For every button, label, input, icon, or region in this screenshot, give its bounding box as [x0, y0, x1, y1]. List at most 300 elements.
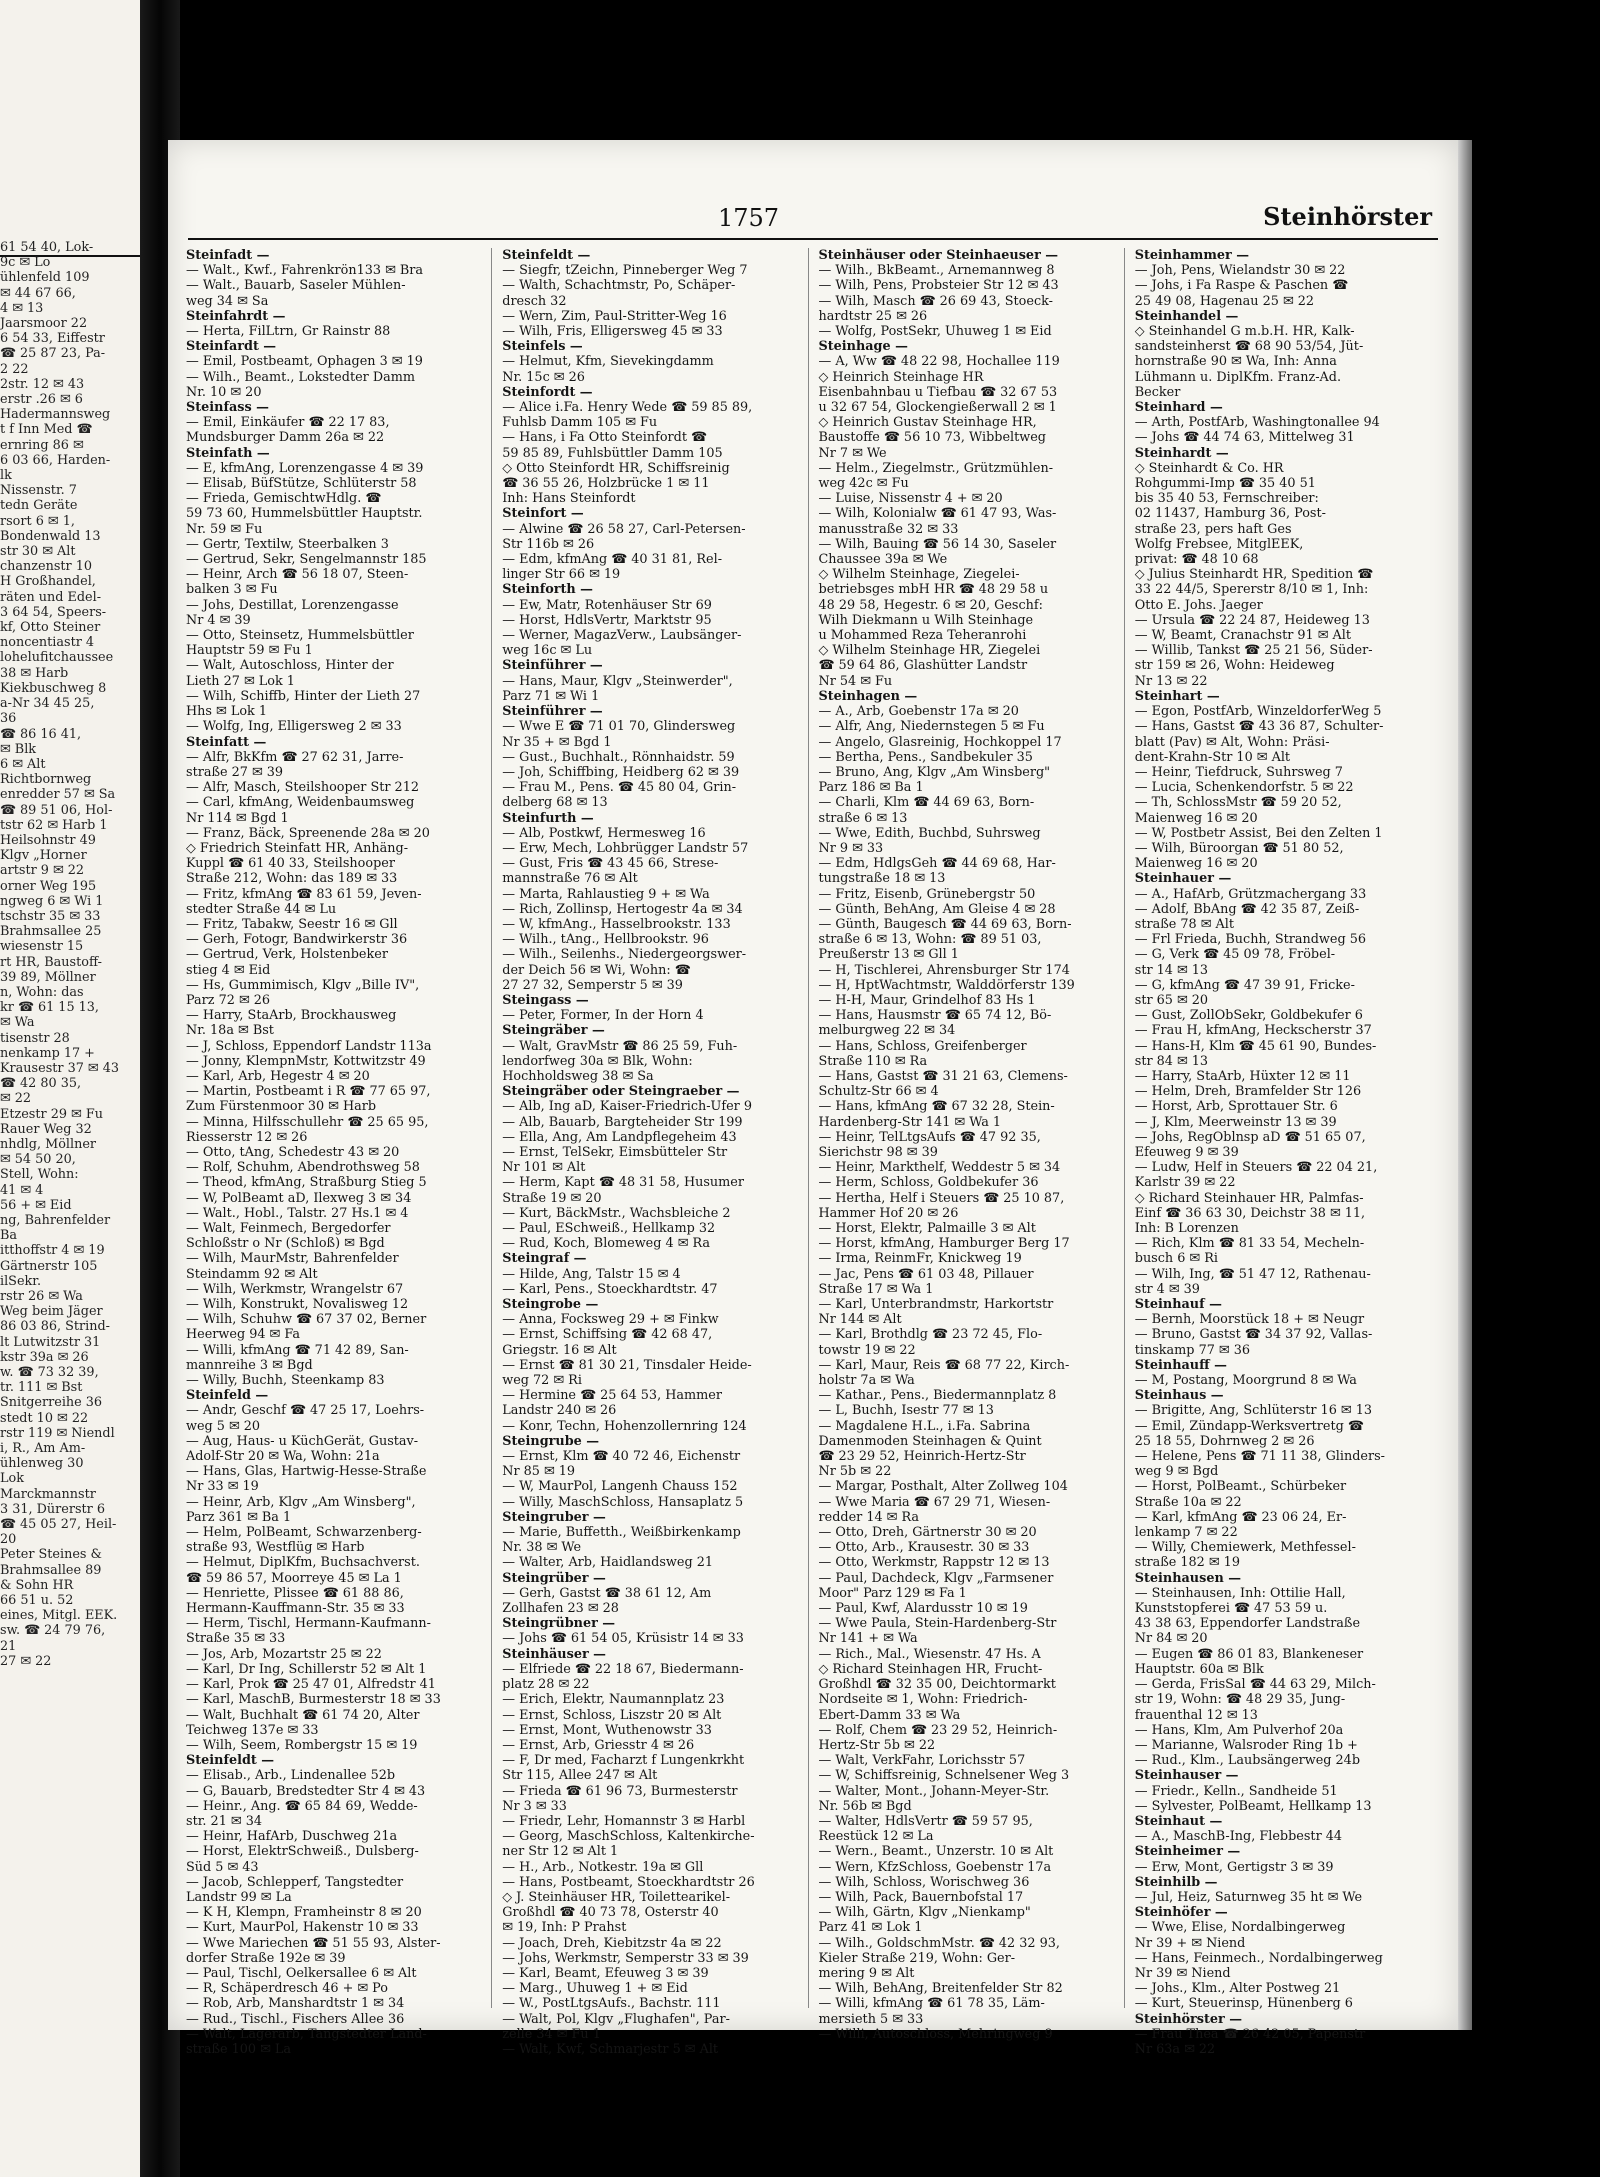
- left-page-line: Krausestr 37 ✉ 43: [0, 1060, 120, 1076]
- directory-entry-line: — Walt, GravMstr ☎ 86 25 59, Fuh-: [502, 1038, 738, 1054]
- directory-entry-line: ✉ 19, Inh: P Prahst: [502, 1920, 627, 1936]
- directory-entry-line: delberg 68 ✉ 13: [502, 795, 608, 811]
- directory-entry-line: 25 18 55, Dohrnweg 2 ✉ 26: [1134, 1433, 1315, 1449]
- left-page-text: [0, 240, 150, 1669]
- directory-entry-line: — Wilh., GoldschmMstr. ☎ 42 32 93,: [818, 1935, 1060, 1951]
- directory-entry-line: straße 78 ✉ Alt: [1134, 916, 1235, 932]
- left-page-line: ✉ 44 67 66,: [0, 285, 76, 301]
- directory-entry-line: Nr 33 ✉ 19: [186, 1479, 259, 1495]
- directory-entry-line: — Th, SchlossMstr ☎ 59 20 52,: [1134, 795, 1342, 811]
- directory-entry-line: — Gerda, FrisSal ☎ 44 63 29, Milch-: [1134, 1677, 1376, 1693]
- directory-entry-line: — Hans, kfmAng ☎ 67 32 28, Stein-: [818, 1099, 1055, 1115]
- directory-entry-line: Nr 84 ✉ 20: [1134, 1631, 1208, 1647]
- directory-entry-line: — Otto, Arb., Krausestr. 30 ✉ 33: [818, 1540, 1030, 1556]
- directory-entry-line: balken 3 ✉ Fu: [186, 582, 278, 598]
- directory-entry-line: — Heinr, Arb, Klgv „Am Winsberg",: [186, 1494, 416, 1510]
- directory-entry-line: Steingrüber —: [502, 1570, 606, 1586]
- left-page-line: 2 22: [0, 361, 29, 377]
- directory-entry-line: — H, HptWachtmstr, Walddörferstr 139: [818, 977, 1075, 993]
- directory-entry-line: — Carl, kfmAng, Weidenbaumsweg: [186, 795, 415, 811]
- directory-entry-line: ◇ Heinrich Gustav Steinhage HR,: [818, 415, 1037, 431]
- directory-entry-line: straße 6 ✉ 13, Wohn: ☎ 89 51 03,: [818, 932, 1042, 948]
- directory-entry-line: Straße 19 ✉ 20: [502, 1190, 602, 1206]
- directory-entry-line: — Wilh, Büroorgan ☎ 51 80 52,: [1134, 840, 1344, 856]
- left-page-line: tschstr 35 ✉ 33: [0, 908, 101, 924]
- directory-entry-line: Zum Fürstenmoor 30 ✉ Harb: [186, 1099, 377, 1115]
- directory-entry-line: Einf ☎ 36 63 30, Deichstr 38 ✉ 11,: [1134, 1205, 1366, 1221]
- directory-entry-line: — Rob, Arb, Manshardtstr 1 ✉ 34: [186, 1996, 405, 2012]
- left-page-line: Brahmsallee 25: [0, 924, 102, 940]
- directory-entry-line: Steingass —: [502, 992, 589, 1008]
- directory-entry-line: mannreihe 3 ✉ Bgd: [186, 1357, 313, 1373]
- directory-entry-line: — K H, Klempn, Framheinstr 8 ✉ 20: [186, 1905, 422, 1921]
- directory-entry-line: — Karl, Unterbrandmstr, Harkortstr: [818, 1297, 1054, 1313]
- directory-entry-line: — W, Beamt, Cranachstr 91 ✉ Alt: [1134, 628, 1352, 644]
- directory-entry-line: — Helm, PolBeamt, Schwarzenberg-: [186, 1525, 422, 1541]
- directory-entry-line: — Wilh, Masch ☎ 26 69 43, Stoeck-: [818, 293, 1053, 309]
- left-page-line: 4 ✉ 13: [0, 300, 44, 316]
- directory-entry-line: — A., Arb, Goebenstr 17a ✉ 20: [818, 704, 1019, 720]
- directory-entry-line: — Wilh, Fris, Elligersweg 45 ✉ 33: [502, 324, 723, 340]
- directory-entry-line: Nr 5b ✉ 22: [818, 1464, 892, 1480]
- directory-entry-line: Steinheimer —: [1134, 1844, 1241, 1860]
- directory-entry-line: — Gerh, Fotogr, Bandwirkerstr 36: [186, 932, 408, 948]
- directory-entry-line: — Jonny, KlempnMstr, Kottwitzstr 49: [186, 1053, 426, 1069]
- directory-entry-line: — Ella, Ang, Am Landpflegeheim 43: [502, 1129, 737, 1145]
- directory-entry-line: — W, kfmAng., Hasselbrookstr. 133: [502, 916, 731, 932]
- directory-entry-line: — Johs, Destillat, Lorenzengasse: [186, 597, 399, 613]
- directory-entry-line: — Wilh, Bauing ☎ 56 14 30, Saseler: [818, 536, 1057, 552]
- left-page-line: noncentiastr 4: [0, 635, 95, 651]
- directory-entry-line: — Gertrud, Sekr, Sengelmannstr 185: [186, 552, 427, 568]
- left-page-line: 20: [0, 1532, 17, 1548]
- directory-entry-line: — Friedr., Kelln., Sandheide 51: [1134, 1783, 1338, 1799]
- directory-entry-line: — Alice i.Fa. Henry Wede ☎ 59 85 89,: [502, 400, 753, 416]
- directory-entry-line: Nr 39 + ✉ Niend: [1134, 1935, 1246, 1951]
- directory-entry-line: — Egon, PostfArb, WinzeldorferWeg 5: [1134, 704, 1382, 720]
- directory-entry-line: Steinhammer —: [1134, 248, 1250, 263]
- left-page-line: Bondenwald 13: [0, 528, 101, 544]
- directory-entry-line: — Otto, Dreh, Gärtnerstr 30 ✉ 20: [818, 1525, 1037, 1541]
- directory-entry-line: — Helm., Ziegelmstr., Grützmühlen-: [818, 460, 1054, 476]
- directory-entry-line: Teichweg 137e ✉ 33: [186, 1722, 319, 1738]
- directory-entry-line: — G, kfmAng ☎ 47 39 91, Fricke-: [1134, 977, 1355, 993]
- directory-entry-line: — Marie, Buffetth., Weißbirkenkamp: [502, 1525, 741, 1541]
- directory-entry-line: Adolf-Str 20 ✉ Wa, Wohn: 21a: [186, 1449, 380, 1465]
- directory-entry-line: — Edm, HdlgsGeh ☎ 44 69 68, Har-: [818, 856, 1056, 872]
- directory-entry-line: — Ernst, Klm ☎ 40 72 46, Eichenstr: [502, 1449, 741, 1465]
- directory-entry-line: — Wilh., Beamt., Lokstedter Damm: [186, 369, 416, 385]
- directory-entry-line: — Margar, Posthalt, Alter Zollweg 104: [818, 1479, 1068, 1495]
- directory-entry-line: Steingräber —: [502, 1023, 605, 1039]
- left-page-line: Jaarsmoor 22: [0, 316, 88, 332]
- directory-entry-line: Nr 4 ✉ 39: [186, 612, 251, 628]
- directory-entry-line: — Helene, Pens ☎ 71 11 38, Glinders-: [1134, 1449, 1386, 1465]
- left-page-line: ng, Bahrenfelder: [0, 1213, 111, 1228]
- directory-entry-line: — Charli, Klm ☎ 44 69 63, Born-: [818, 795, 1035, 811]
- running-head: Steinhörster: [1263, 202, 1432, 231]
- directory-entry-line: — Wilh, Seem, Rombergstr 15 ✉ 19: [186, 1737, 418, 1753]
- left-page-line: Etzestr 29 ✉ Fu: [0, 1106, 103, 1122]
- directory-entry-line: mannstraße 76 ✉ Alt: [502, 871, 638, 887]
- directory-entry-line: Steinhardt —: [1134, 445, 1229, 461]
- directory-entry-line: — Alb, Postkwf, Hermesweg 16: [502, 825, 706, 841]
- directory-entry-line: — Wwe, Elise, Nordalbingerweg: [1134, 1920, 1346, 1936]
- directory-entry-line: — Ew, Matr, Rotenhäuser Str 69: [502, 597, 712, 613]
- directory-entry-line: melburgweg 22 ✉ 34: [818, 1023, 956, 1039]
- directory-entry-line: Steinhagen —: [818, 688, 918, 704]
- left-page-line: H Großhandel,: [0, 574, 96, 590]
- left-page-line: 27 ✉ 22: [0, 1653, 52, 1669]
- directory-entry-line: holstr 7a ✉ Wa: [818, 1373, 915, 1389]
- directory-entry-line: tinskamp 77 ✉ 36: [1134, 1342, 1250, 1358]
- directory-entry-line: Maienweg 16 ✉ 20: [1134, 856, 1258, 872]
- directory-entry-line: — Franz, Bäck, Spreenende 28a ✉ 20: [186, 825, 430, 841]
- directory-entry-line: Damenmoden Steinhagen & Quint: [818, 1433, 1042, 1449]
- left-page-line: chanzenstr 10: [0, 559, 93, 575]
- directory-entry-line: — Gerh, Gastst ☎ 38 61 12, Am: [502, 1585, 712, 1601]
- directory-entry-line: — Karl, Beamt, Efeuweg 3 ✉ 39: [502, 1965, 709, 1981]
- directory-entry-line: — Wilh., Seilenhs., Niedergeorgswer-: [502, 947, 747, 963]
- directory-entry-line: — Arth, PostfArb, Washingtonallee 94: [1134, 415, 1380, 431]
- directory-entry-line: — F, Dr med, Facharzt f Lungenkrkht: [502, 1753, 745, 1769]
- directory-entry-line: Lühmann u. DiplKfm. Franz-Ad.: [1134, 369, 1342, 385]
- directory-entry-line: — Werner, MagazVerw., Laubsänger-: [502, 628, 742, 644]
- directory-entry-line: blatt (Pav) ✉ Alt, Wohn: Präsi-: [1134, 734, 1330, 750]
- directory-entry-line: Nr 63a ✉ 22: [1134, 2041, 1216, 2057]
- directory-entry-line: Nr 3 ✉ 33: [502, 1798, 567, 1814]
- directory-entry-line: ◇ Steinhardt & Co. HR: [1134, 460, 1284, 476]
- directory-columns: [186, 248, 1440, 2057]
- directory-entry-line: — Horst, Elektr, Palmaille 3 ✉ Alt: [818, 1221, 1036, 1236]
- directory-entry-line: towstr 19 ✉ 22: [818, 1342, 916, 1358]
- left-page-line: tr. 111 ✉ Bst: [0, 1380, 83, 1396]
- directory-entry-line: — Heinr, Markthelf, Weddestr 5 ✉ 34: [818, 1160, 1061, 1176]
- directory-entry-line: — J, Schloss, Eppendorf Landstr 113a: [186, 1038, 432, 1054]
- directory-entry-line: — Hans, Feinmech., Nordalbingerweg: [1134, 1950, 1383, 1966]
- directory-entry-line: Becker: [1134, 384, 1181, 400]
- left-page-line: ☎ 42 80 35,: [0, 1076, 82, 1092]
- directory-entry-line: — Herm, Kapt ☎ 48 31 58, Husumer: [502, 1175, 744, 1191]
- directory-entry-line: str 4 ✉ 39: [1134, 1281, 1200, 1297]
- directory-entry-line: str 14 ✉ 13: [1134, 962, 1209, 978]
- left-page-line: Hadermannsweg: [0, 407, 111, 423]
- directory-entry-line: — Paul, Dachdeck, Klgv „Farmsener: [818, 1570, 1054, 1586]
- directory-entry-line: — Rud, Koch, Blomeweg 4 ✉ Ra: [502, 1236, 711, 1252]
- directory-entry-line: Straße 35 ✉ 33: [186, 1631, 286, 1647]
- directory-entry-line: Nr 39 ✉ Niend: [1134, 1965, 1231, 1981]
- left-page-line: 66 51 u. 52: [0, 1593, 74, 1609]
- directory-entry-line: — Heinr, TelLtgsAufs ☎ 47 92 35,: [818, 1129, 1041, 1145]
- directory-entry-line: — W, PolBeamt aD, Ilexweg 3 ✉ 34: [186, 1190, 412, 1206]
- directory-entry-line: ◇ J. Steinhäuser HR, Toilettearikel-: [502, 1889, 731, 1905]
- directory-entry-line: — Otto, Steinsetz, Hummelsbüttler: [186, 628, 414, 644]
- directory-entry-line: — J, Klm, Meerweinstr 13 ✉ 39: [1134, 1114, 1337, 1130]
- directory-entry-line: dorfer Straße 192e ✉ 39: [186, 1950, 346, 1966]
- directory-entry-line: Steinhage —: [818, 339, 908, 355]
- directory-entry-line: — Hans, Klm, Am Pulverhof 20a: [1134, 1722, 1344, 1738]
- directory-entry-line: — Gust, Fris ☎ 43 45 66, Strese-: [502, 856, 719, 872]
- directory-entry-line: Steindamm 92 ✉ Alt: [186, 1266, 318, 1282]
- directory-entry-line: — Wilh, Werkmstr, Wrangelstr 67: [186, 1281, 404, 1297]
- directory-entry-line: — Joh, Pens, Wielandstr 30 ✉ 22: [1134, 263, 1346, 279]
- directory-entry-line: Mundsburger Damm 26a ✉ 22: [186, 430, 385, 446]
- left-page-line: Kiekbuschweg 8: [0, 680, 107, 696]
- left-page-line: w. ☎ 73 32 39,: [0, 1365, 99, 1381]
- directory-entry-line: — H, Tischlerei, Ahrensburger Str 174: [818, 962, 1070, 978]
- directory-entry-line: ner Str 12 ✉ Alt 1: [502, 1844, 619, 1860]
- directory-entry-line: Wilh Diekmann u Wilh Steinhage: [818, 612, 1034, 628]
- directory-entry-line: Steinfeldt —: [186, 1753, 275, 1769]
- directory-entry-line: Steinfatt —: [186, 734, 267, 750]
- directory-entry-line: — Willi, kfmAng ☎ 71 42 89, San-: [186, 1342, 409, 1358]
- directory-entry-line: — Wilh, Schiffb, Hinter der Lieth 27: [186, 688, 421, 704]
- directory-entry-line: — Georg, MaschSchloss, Kaltenkirche-: [502, 1829, 755, 1845]
- directory-entry-line: — Marta, Rahlaustieg 9 + ✉ Wa: [502, 886, 710, 902]
- directory-entry-line: Steinhäuser oder Steinhaeuser —: [818, 248, 1059, 263]
- directory-entry-line: Steinhard —: [1134, 400, 1223, 416]
- directory-entry-line: Steinfardt —: [186, 339, 277, 355]
- directory-entry-line: Reestück 12 ✉ La: [818, 1829, 934, 1845]
- directory-entry-line: Preußerstr 13 ✉ Gll 1: [818, 947, 959, 963]
- directory-entry-line: Steinhauff —: [1134, 1357, 1227, 1373]
- directory-entry-line: Steinhauer —: [1134, 871, 1232, 887]
- directory-entry-line: hardtstr 25 ✉ 26: [818, 308, 928, 324]
- directory-column-3: [818, 248, 1125, 2042]
- directory-entry-line: — Karl, Brothdlg ☎ 23 72 45, Flo-: [818, 1327, 1043, 1343]
- directory-entry-line: ☎ 59 64 86, Glashütter Landstr: [818, 658, 1028, 674]
- directory-entry-line: weg 9 ✉ Bgd: [1134, 1464, 1219, 1480]
- directory-entry-line: 27 27 32, Semperstr 5 ✉ 39: [502, 977, 683, 993]
- directory-entry-line: Steinhauf —: [1134, 1297, 1222, 1313]
- directory-entry-line: Steinführer —: [502, 658, 603, 674]
- directory-entry-line: straße 182 ✉ 19: [1134, 1555, 1240, 1571]
- left-page-line: Marckmannstr: [0, 1486, 96, 1502]
- directory-entry-line: — Wilh, MaurMstr, Bahrenfelder: [186, 1251, 399, 1267]
- directory-entry-line: — Ernst, Schloss, Liszstr 20 ✉ Alt: [502, 1707, 722, 1723]
- directory-entry-line: betriebsges mbH HR ☎ 48 29 58 u: [818, 582, 1049, 598]
- directory-entry-line: — Lucia, Schenkendorfstr. 5 ✉ 22: [1134, 780, 1354, 796]
- directory-entry-line: — Paul, Tischl, Oelkersallee 6 ✉ Alt: [186, 1965, 417, 1981]
- directory-entry-line: Parz 186 ✉ Ba 1: [818, 780, 924, 796]
- directory-entry-line: Steinfath —: [186, 445, 270, 461]
- directory-entry-line: — Konr, Techn, Hohenzollernring 124: [502, 1418, 747, 1434]
- directory-entry-line: Nr 9 ✉ 33: [818, 840, 884, 856]
- directory-entry-line: — Gust., Buchhalt., Rönnhaidstr. 59: [502, 749, 735, 765]
- left-page-line: 41 ✉ 4: [0, 1182, 44, 1198]
- directory-entry-line: — Emil, Zündapp-Werksvertretg ☎: [1134, 1418, 1364, 1434]
- directory-entry-line: — Marianne, Walsroder Ring 1b +: [1134, 1737, 1358, 1753]
- directory-entry-line: Süd 5 ✉ 43: [186, 1859, 259, 1875]
- directory-entry-line: — Bruno, Gastst ☎ 34 37 92, Vallas-: [1134, 1327, 1373, 1343]
- directory-entry-line: Steinführer —: [502, 704, 603, 720]
- directory-entry-line: Nr. 18a ✉ Bst: [186, 1023, 274, 1039]
- directory-entry-line: Lieth 27 ✉ Lok 1: [186, 673, 295, 689]
- directory-entry-line: — Erw, Mech, Lohbrügger Landstr 57: [502, 840, 749, 856]
- directory-entry-line: — Adolf, BbAng ☎ 42 35 87, Zeiß-: [1134, 901, 1360, 917]
- directory-entry-line: — Joh, Schiffbing, Heidberg 62 ✉ 39: [502, 764, 740, 780]
- directory-entry-line: — M, Postang, Moorgrund 8 ✉ Wa: [1134, 1373, 1357, 1389]
- directory-entry-line: weg 72 ✉ Ri: [502, 1373, 582, 1389]
- directory-entry-line: — Kurt, MaurPol, Hakenstr 10 ✉ 33: [186, 1920, 419, 1936]
- directory-entry-line: — Johs, RegOblnsp aD ☎ 51 65 07,: [1134, 1129, 1366, 1145]
- directory-entry-line: — Hans, Glas, Hartwig-Hesse-Straße: [186, 1464, 427, 1480]
- directory-entry-line: Steinhäuser —: [502, 1646, 606, 1662]
- directory-entry-line: Landstr 99 ✉ La: [186, 1889, 292, 1905]
- directory-entry-line: straße 100 ✉ La: [186, 2041, 292, 2057]
- directory-entry-line: — Rich, Zollinsp, Hertogestr 4a ✉ 34: [502, 901, 743, 917]
- directory-entry-line: — Wwe, Edith, Buchbd, Suhrsweg: [818, 825, 1041, 841]
- directory-entry-line: ◇ Wilhelm Steinhage HR, Ziegelei: [818, 643, 1041, 659]
- directory-entry-line: — Karl, Dr Ing, Schillerstr 52 ✉ Alt 1: [186, 1661, 427, 1677]
- directory-entry-line: — Walter, Arb, Haidlandsweg 21: [502, 1555, 713, 1571]
- directory-entry-line: — Marg., Uhuweg 1 + ✉ Eid: [502, 1981, 688, 1997]
- left-page-line: 39 89, Möllner: [0, 969, 96, 985]
- directory-entry-line: — Walt, Pol, Klgv „Flughafen", Par-: [502, 2011, 730, 2027]
- directory-entry-line: — Alb, Bauarb, Bargteheider Str 199: [502, 1114, 743, 1130]
- directory-entry-line: Str 115, Allee 247 ✉ Alt: [502, 1768, 658, 1784]
- left-page-fragment: [0, 0, 150, 2177]
- directory-entry-line: weg 34 ✉ Sa: [186, 293, 269, 309]
- left-page-line: ngweg 6 ✉ Wi 1: [0, 893, 104, 909]
- directory-entry-line: — Johs, Werkmstr, Semperstr 33 ✉ 39: [502, 1950, 749, 1966]
- directory-entry-line: platz 28 ✉ 22: [502, 1677, 590, 1693]
- directory-entry-line: — R, Schäperdresch 46 + ✉ Po: [186, 1981, 388, 1997]
- directory-entry-line: — Willi, Autoschloss, Mehringweg 9: [818, 2026, 1053, 2042]
- directory-entry-line: — Hans, Schloss, Greifenberger: [818, 1038, 1027, 1054]
- directory-entry-line: — Willy, Chemiewerk, Methfessel-: [1134, 1540, 1356, 1556]
- directory-entry-line: ◇ Julius Steinhardt HR, Spedition ☎: [1134, 567, 1374, 583]
- left-page-line: stedt 10 ✉ 22: [0, 1410, 89, 1426]
- directory-entry-line: u Mohammed Reza Teheranrohi: [818, 628, 1027, 644]
- directory-entry-line: — Fritz, kfmAng ☎ 83 61 59, Jeven-: [186, 886, 422, 902]
- directory-entry-line: — Alfr, Ang, Niedernstegen 5 ✉ Fu: [818, 719, 1045, 735]
- directory-entry-line: stieg 4 ✉ Eid: [186, 962, 271, 978]
- directory-entry-line: — Friedr, Lehr, Homannstr 3 ✉ Harbl: [502, 1813, 746, 1829]
- directory-entry-line: Nr 144 ✉ Alt: [818, 1312, 902, 1328]
- directory-entry-line: — Wilh, Gärtn, Klgv „Nienkamp": [818, 1905, 1031, 1921]
- directory-entry-line: — Emil, Einkäufer ☎ 22 17 83,: [186, 415, 390, 431]
- directory-entry-line: 43 38 63, Eppendorfer Landstraße: [1134, 1616, 1361, 1632]
- left-page-line: ✉ Wa: [0, 1015, 35, 1031]
- directory-entry-line: — Minna, Hilfsschullehr ☎ 25 65 95,: [186, 1114, 429, 1130]
- directory-entry-line: Parz 72 ✉ 26: [186, 992, 271, 1008]
- left-page-line: ilSekr.: [0, 1273, 42, 1289]
- directory-entry-line: dresch 32: [502, 293, 567, 309]
- directory-entry-line: — Hermine ☎ 25 64 53, Hammer: [502, 1388, 722, 1404]
- directory-entry-line: Hauptstr. 60a ✉ Blk: [1134, 1661, 1264, 1677]
- left-page-line: ☎ 25 87 23, Pa-: [0, 346, 106, 362]
- directory-entry-line: — Wwe E ☎ 71 01 70, Glindersweg: [502, 719, 736, 735]
- directory-entry-line: Inh: B Lorenzen: [1134, 1221, 1239, 1236]
- directory-entry-line: — Wilh, Konstrukt, Novalisweg 12: [186, 1297, 409, 1313]
- directory-entry-line: — Hans, Maur, Klgv „Steinwerder",: [502, 673, 733, 689]
- directory-entry-line: — Hans, Gastst ☎ 31 21 63, Clemens-: [818, 1068, 1068, 1084]
- directory-entry-line: Schloßstr o Nr (Schloß) ✉ Bgd: [186, 1236, 385, 1252]
- directory-entry-line: Nr 35 + ✉ Bgd 1: [502, 734, 612, 750]
- directory-entry-line: ☎ 23 29 52, Heinrich-Hertz-Str: [818, 1449, 1026, 1465]
- directory-entry-line: — Sylvester, PolBeamt, Hellkamp 13: [1134, 1798, 1372, 1814]
- directory-entry-line: — L, Buchh, Isestr 77 ✉ 13: [818, 1403, 994, 1419]
- directory-entry-line: Ebert-Damm 33 ✉ Wa: [818, 1707, 961, 1723]
- left-page-line: str 30 ✉ Alt: [0, 544, 76, 560]
- directory-entry-line: — Willi, kfmAng ☎ 61 78 35, Läm-: [818, 1996, 1045, 2012]
- left-page-line: 3 31, Dürerstr 6: [0, 1501, 105, 1517]
- directory-entry-line: — Hans, Hausmstr ☎ 65 74 12, Bö-: [818, 1008, 1052, 1024]
- directory-entry-line: — Anna, Focksweg 29 + ✉ Finkw: [502, 1312, 719, 1328]
- directory-page: [168, 140, 1458, 2057]
- directory-entry-line: — Erich, Elektr, Naumannplatz 23: [502, 1692, 725, 1708]
- directory-entry-line: weg 5 ✉ 20: [186, 1418, 261, 1434]
- directory-entry-line: Straße 17 ✉ Wa 1: [818, 1281, 934, 1297]
- directory-entry-line: redder 14 ✉ Ra: [818, 1509, 920, 1525]
- directory-entry-line: ◇ Friedrich Steinfatt HR, Anhäng-: [186, 840, 409, 856]
- directory-entry-line: — Henriette, Plissee ☎ 61 88 86,: [186, 1585, 404, 1601]
- directory-entry-line: Steinhauser —: [1134, 1768, 1239, 1784]
- directory-entry-line: dent-Krahn-Str 10 ✉ Alt: [1134, 749, 1291, 765]
- directory-entry-line: Kuppl ☎ 61 40 33, Steilshooper: [186, 856, 395, 872]
- directory-entry-line: — Brigitte, Ang, Schlüterstr 16 ✉ 13: [1134, 1403, 1372, 1419]
- directory-entry-line: — Bruno, Ang, Klgv „Am Winsberg": [818, 764, 1051, 780]
- directory-entry-line: Kunststopferei ☎ 47 53 59 u.: [1134, 1601, 1328, 1617]
- left-page-line: ühlenfeld 109: [0, 270, 90, 286]
- directory-entry-line: — Walt., Bauarb, Saseler Mühlen-: [186, 278, 406, 294]
- left-page-line: 6 54 33, Eiffestr: [0, 331, 105, 347]
- directory-entry-line: — Willy, Buchh, Steenkamp 83: [186, 1373, 385, 1389]
- directory-entry-line: — Horst, ElektrSchweiß., Dulsberg-: [186, 1844, 419, 1860]
- left-page-line: kf, Otto Steiner: [0, 620, 101, 636]
- directory-entry-line: Rohgummi-Imp ☎ 35 40 51: [1134, 476, 1316, 492]
- directory-entry-line: Landstr 240 ✉ 26: [502, 1403, 617, 1419]
- directory-entry-line: mersieth 5 ✉ 33: [818, 2011, 924, 2027]
- directory-entry-line: str 84 ✉ 13: [1134, 1053, 1209, 1069]
- left-page-line: 61 54 40, Lok-: [0, 240, 94, 255]
- directory-entry-line: — Johs ☎ 61 54 05, Krüsistr 14 ✉ 33: [502, 1631, 744, 1647]
- directory-entry-line: Straße 212, Wohn: das 189 ✉ 33: [186, 871, 398, 887]
- left-page-line: wiesenstr 15: [0, 939, 84, 955]
- directory-entry-line: Nr. 10 ✉ 20: [186, 384, 262, 400]
- directory-entry-line: straße 23, pers haft Ges: [1134, 521, 1292, 537]
- directory-entry-line: Sierichstr 98 ✉ 39: [818, 1144, 938, 1160]
- directory-entry-line: — Herta, FilLtrn, Gr Rainstr 88: [186, 324, 391, 340]
- directory-entry-line: Hertz-Str 5b ✉ 22: [818, 1737, 936, 1753]
- directory-entry-line: — Wolfg, PostSekr, Uhuweg 1 ✉ Eid: [818, 324, 1052, 340]
- directory-entry-line: straße 27 ✉ 39: [186, 764, 284, 780]
- directory-entry-line: — Otto, Werkmstr, Rappstr 12 ✉ 13: [818, 1555, 1050, 1571]
- directory-entry-line: — Rich., Mal., Wiesenstr. 47 Hs. A: [818, 1646, 1041, 1662]
- directory-entry-line: — Rud., Tischl., Fischers Allee 36: [186, 2011, 405, 2027]
- directory-entry-line: — Harry, StaArb, Hüxter 12 ✉ 11: [1134, 1068, 1351, 1084]
- directory-entry-line: — Rud., Klm., Laubsängerweg 24b: [1134, 1753, 1361, 1769]
- left-page-line: Brahmsallee 89: [0, 1562, 102, 1578]
- directory-entry-line: Fuhlsb Damm 105 ✉ Fu: [502, 415, 658, 431]
- directory-entry-line: — Karl, Prok ☎ 25 47 01, Alfredstr 41: [186, 1677, 436, 1693]
- page-number: 1757: [718, 204, 780, 232]
- directory-entry-line: — Ernst ☎ 81 30 21, Tinsdaler Heide-: [502, 1357, 752, 1373]
- directory-entry-line: — Andr, Geschf ☎ 47 25 17, Loehrs-: [186, 1403, 425, 1419]
- directory-entry-line: Steinhausen —: [1134, 1570, 1242, 1586]
- directory-entry-line: straße 6 ✉ 13: [818, 810, 908, 826]
- directory-entry-line: lendorfweg 30a ✉ Blk, Wohn:: [502, 1053, 693, 1069]
- directory-column-4: [1134, 248, 1440, 2057]
- directory-entry-line: — Ernst, TelSekr, Eimsbütteler Str: [502, 1144, 728, 1160]
- directory-entry-line: Nr. 56b ✉ Bgd: [818, 1798, 912, 1814]
- directory-entry-line: busch 6 ✉ Ri: [1134, 1251, 1218, 1267]
- left-page-line: Lok: [0, 1471, 24, 1487]
- directory-entry-line: Zollhafen 23 ✉ 28: [502, 1601, 619, 1617]
- left-page-line: 86 03 86, Strind-: [0, 1319, 110, 1335]
- left-page-line: artstr 9 ✉ 22: [0, 863, 85, 879]
